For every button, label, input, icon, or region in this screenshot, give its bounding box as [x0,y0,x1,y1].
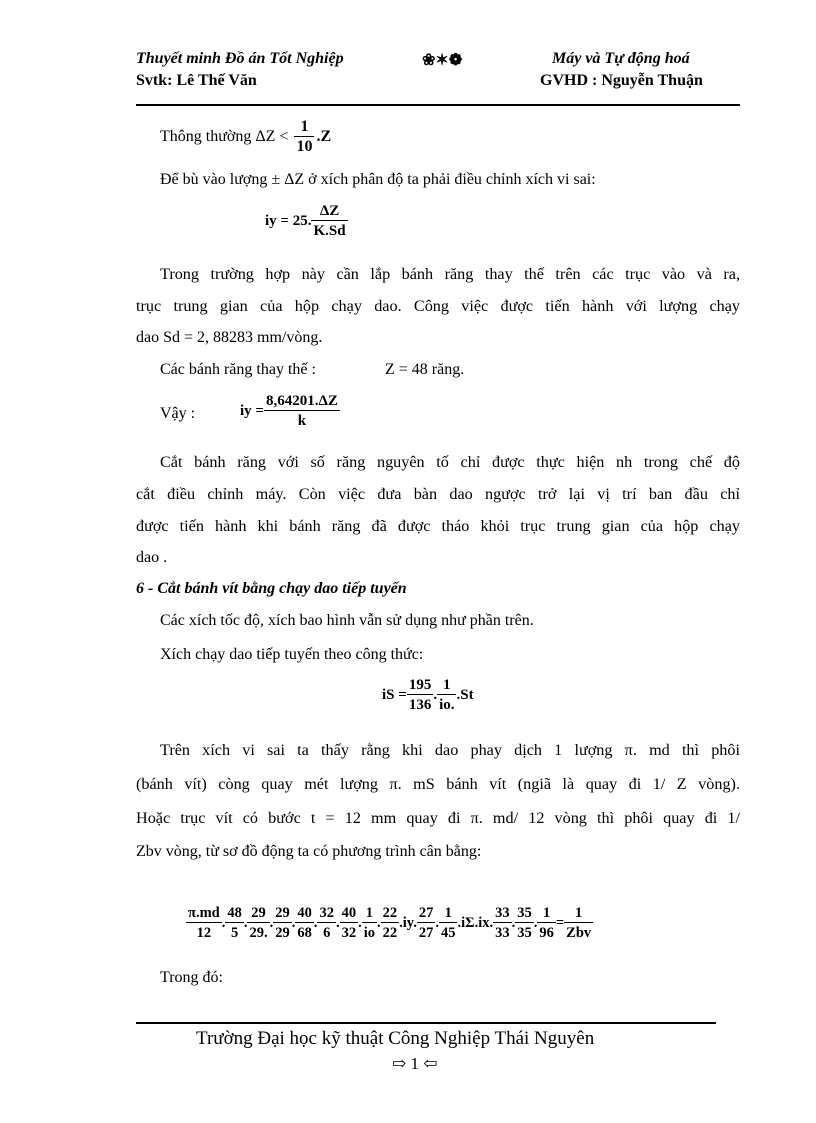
header-student: Svtk: Lê Thế Văn [136,72,257,89]
eq4-fraction [564,904,593,943]
equation-iy-1 [265,202,348,241]
eq4-dot: . [533,915,538,931]
eq4-denominator: Zbv [566,925,592,941]
gears-label: Các bánh răng thay thế : [160,361,316,378]
eq3-fraction-1 [407,676,434,715]
para-2-line-2: cắt điều chỉnh máy. Còn việc đưa bàn dao ngược trở lại vị trí ban đầu chỉ [136,485,740,503]
line-compensate: Để bù vào lượng ± ΔZ ở xích phân độ ta phải điều chỉnh xích vi sai: [160,171,596,188]
fraction-one-tenth [294,118,314,157]
page-number-value: 1 [410,1054,419,1073]
eq3-tail: .St [456,687,474,703]
eq4-denominator: 96 [539,925,554,941]
eq1-lhs: iy = 25. [265,213,312,229]
para-1-line-2: trục trung gian của hộp chạy dao. Công việc được tiến hành với lượng chạy [136,297,740,315]
para-1-line-1: Trong trường hợp này cần lắp bánh răng thay thế trên các trục vào và ra, [160,265,740,283]
eq3-f2-numerator: 1 [437,676,456,695]
eq4-numerator: 1 [439,904,458,923]
eq4-fraction [247,904,269,943]
eq4-dot: . [511,915,516,931]
eq4-dot: . [243,915,248,931]
eq4-denominator: 12 [196,925,212,941]
header-rule [136,104,740,106]
eq4-denominator: 5 [230,925,239,941]
eq4-numerator: 27 [418,905,434,921]
eq1-fraction [311,202,347,241]
eq4-iy: .iy. [399,915,417,931]
eq4-denominator: 29. [249,925,268,941]
eq4-denominator: 6 [323,925,331,941]
eq4-numerator: 32 [319,905,334,921]
header-ornament: ❀✶❁ [422,52,463,69]
para-2-line-1: Cắt bánh răng với số răng nguyên tố chỉ được thực hiện nh trong chế độ [160,453,740,471]
para-1-line-3: dao Sd = 2, 88283 mm/vòng. [136,329,323,346]
eq2-lhs: iy = [240,403,264,419]
footer-school: Trường Đại học kỹ thuật Công Nghiệp Thái Nguyên [196,1028,595,1049]
eq4-fraction [362,904,377,943]
eq4-dot: . [358,915,362,931]
eq4-fraction [417,904,436,943]
eq3-f1-numerator: 195 [408,677,432,693]
eq4-numerator: π.md [188,905,220,921]
eq4-fraction [186,904,222,943]
eq4-dot: . [291,915,296,931]
line-delta-z-tail: .Z [316,128,332,146]
eq4-dot: . [377,915,381,931]
eq4-dot: . [435,915,439,931]
eq4-numerator: 1 [564,904,593,923]
section-line-2: Xích chạy dao tiếp tuyến theo công thức: [160,646,424,663]
eq4-numerator: 40 [297,905,312,921]
eq4-fraction [295,904,314,943]
eq4-numerator: 29 [247,904,269,923]
fraction-denominator: 10 [296,138,313,155]
eq4-denominator: 32 [341,925,357,941]
equation-balance [186,904,593,943]
eq4-equals: = [555,915,565,931]
para-3-line-2: (bánh vít) còng quay mét lượng π. mS bánh vít (ngiã là quay đi 1/ Z vòng). [136,775,740,793]
gears-value: Z = 48 răng. [385,361,465,378]
header-advisor: GVHD : Nguyễn Thuận [540,72,703,89]
eq4-numerator: 35 [517,905,532,921]
eq4-fraction [225,904,244,943]
eq4-denominator: 33 [495,925,510,941]
eq3-f2-denominator: io. [439,697,455,713]
eq4-fraction [537,904,556,943]
eq3-f1-denominator: 136 [408,697,432,713]
eq4-fraction [381,904,400,943]
eq4-denominator: 29 [275,925,290,941]
eq4-dot: . [335,915,340,931]
eq4-fraction [340,904,359,943]
eq4-numerator: 1 [362,904,377,923]
line-delta-z [160,118,331,157]
eq4-numerator: 33 [495,905,510,921]
para-3-line-3: Hoặc trục vít có bước t = 12 mm quay đi π. md/ 12 vòng thì phôi quay đi 1/ [136,809,740,827]
eq4-denominator: 45 [440,925,456,941]
eq4-numerator: 1 [537,904,556,923]
eq1-denominator: K.Sd [313,223,346,239]
section-line-1: Các xích tốc độ, xích bao hình vẫn sử dụng như phần trên. [160,612,534,629]
page-number [392,1054,438,1074]
eq4-fraction [439,904,458,943]
vay-label: Vậy : [160,405,196,422]
fraction-numerator: 1 [294,118,314,137]
eq4-numerator: 29 [275,905,290,921]
header-right-title: Máy và Tự động hoá [552,50,690,67]
eq4-denominator: 35 [517,925,532,941]
eq4-fraction [493,904,512,943]
eq4-denominator: io [363,925,375,941]
eq2-fraction [264,392,340,431]
line-delta-z-text: Thông thường ΔZ < [160,128,289,146]
section-heading: 6 - Cắt bánh vít bằng chạy dao tiếp tuyến [136,580,407,597]
eq4-numerator: 48 [227,905,242,921]
eq4-dot: . [269,915,274,931]
eq4-fraction [273,904,292,943]
eq2-numerator: 8,64201.ΔZ [265,393,338,409]
eq2-denominator: k [297,413,307,429]
eq3-lhs: iS = [382,687,407,703]
eq1-numerator: ΔZ [311,202,347,221]
para-2-line-4: dao . [136,549,168,566]
eq4-dot: . [313,915,318,931]
eq4-fraction [515,904,534,943]
eq3-fraction-2 [437,676,456,715]
footer-rule [136,1022,716,1024]
page-prev-icon: ⇨ [392,1054,407,1073]
equation-iy-2 [240,392,340,431]
eq4-dot: . [221,915,226,931]
eq4-denominator: 27 [418,925,434,941]
header-left-title: Thuyết minh Đồ án Tốt Nghiệp [136,50,344,67]
trong-do-label: Trong đó: [160,969,223,986]
para-3-line-4: Zbv vòng, từ sơ đồ động ta có phương trình cân bằng: [136,843,482,860]
eq4-denominator: 22 [382,925,398,941]
eq4-numerator: 22 [382,905,398,921]
eq4-numerator: 40 [341,905,357,921]
equation-is: iS = $\frac{195}{136}$ . $\frac{1}{io.}$ .St [382,677,474,713]
para-2-line-3: được tiến hành khi bánh răng đã được tháo khỏi trục trung gian của hộp chạy [136,517,740,535]
eq4-isx: .iΣ.ix. [457,915,494,931]
para-3-line-1: Trên xích vi sai ta thấy rằng khi dao phay dịch 1 lượng π. md thì phôi [160,741,740,759]
page-next-icon: ⇦ [423,1054,438,1073]
eq4-fraction [317,904,336,943]
eq4-denominator: 68 [297,925,312,941]
